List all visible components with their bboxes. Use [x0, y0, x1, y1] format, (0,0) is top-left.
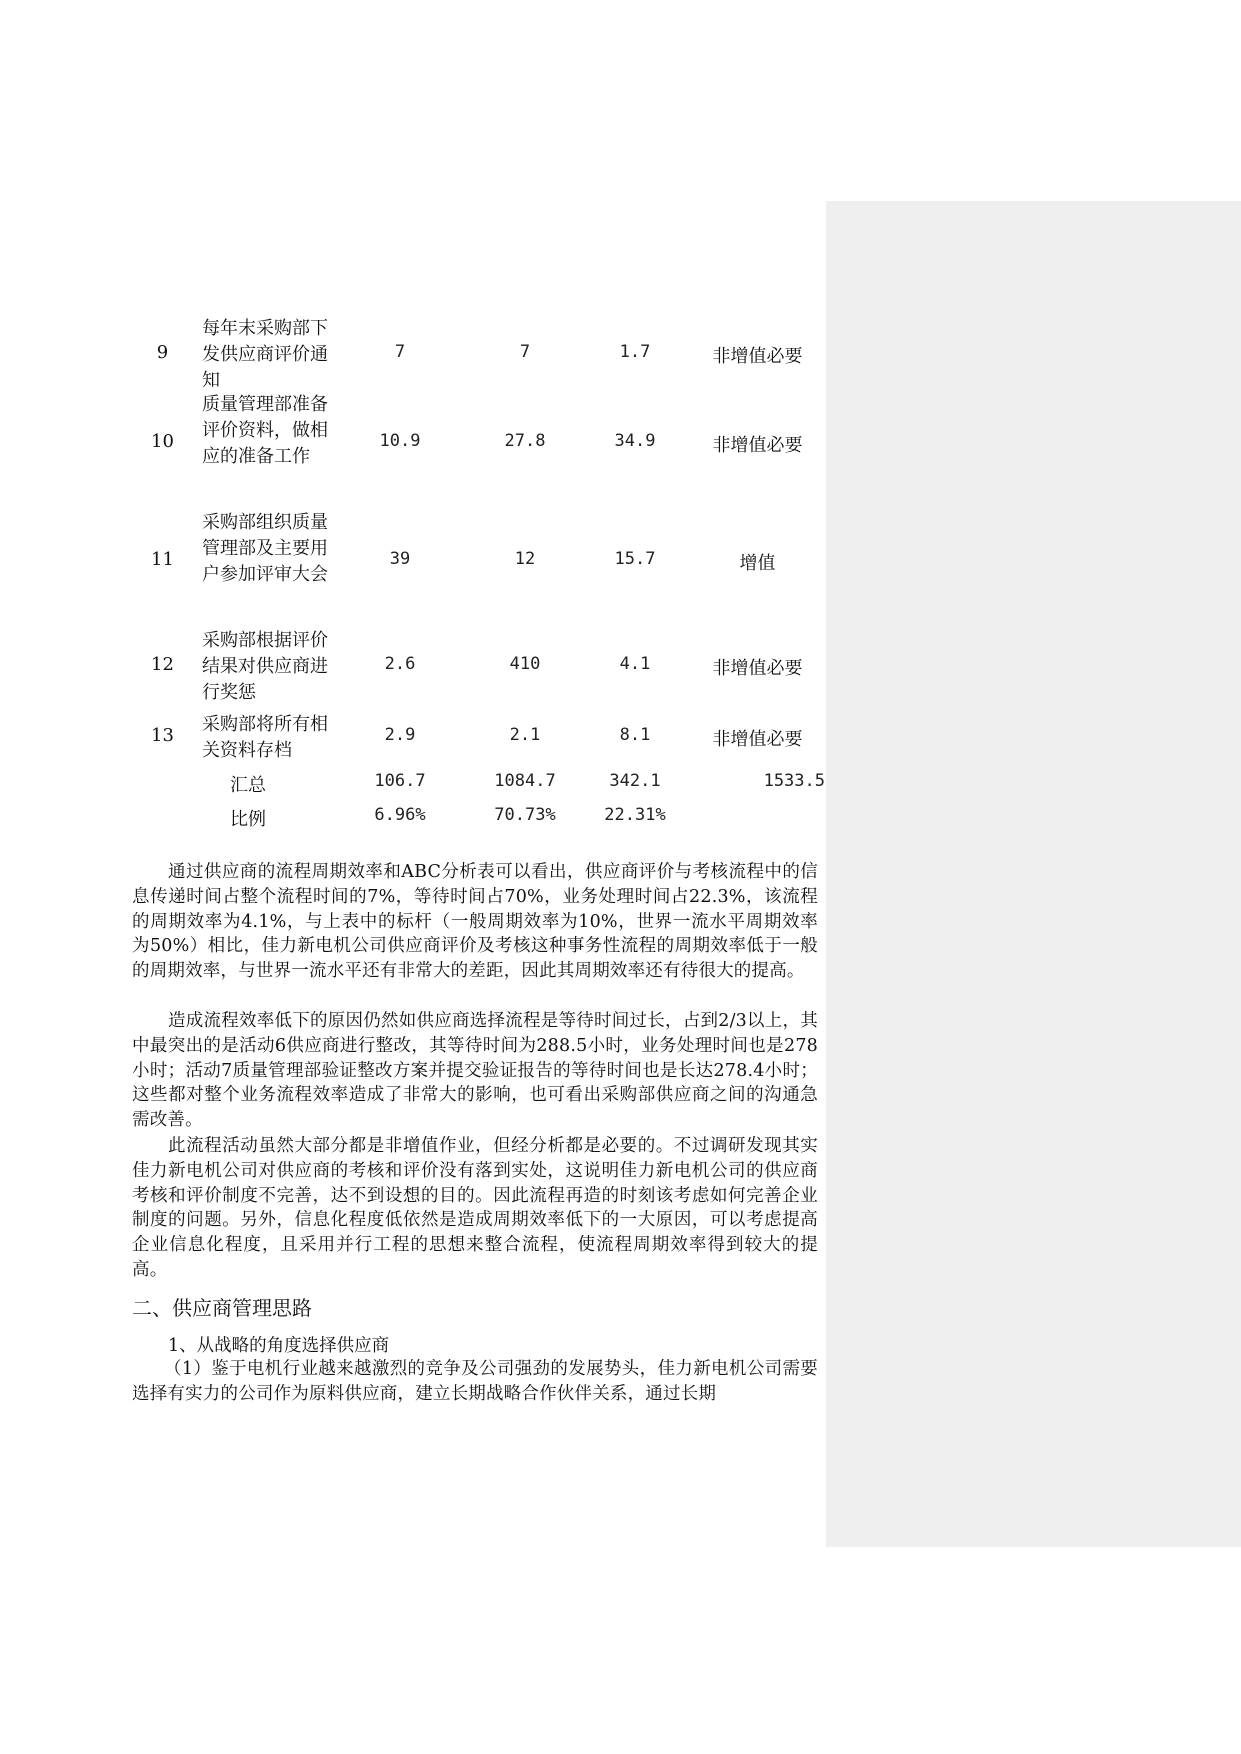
transfer-time-cell: 2.9 — [384, 725, 416, 745]
body-paragraph: 此流程活动虽然大部分都是非增值作业，但经分析都是必要的。不过调研发现其实佳力新电机公司对供应商的考核和评价没有落到实处，这说明佳力新电机公司的供应商考核和评价制度不完善，达不到设想的目的。因此流程再造的时刻该考虑如何完善企业制度的问题。另外，信息化程度低依然是造成周期效率低下的一大原因，可以考虑提高企业信息化程度，且采用并行工程的思想来整合流程，使流程周期效率得到较大的提高。 — [132, 1136, 818, 1280]
section-heading: 二、供应商管理思路 — [132, 1296, 312, 1320]
row-number: 10 — [151, 431, 174, 452]
summary-wait-time: 1084.7 — [494, 771, 556, 791]
ratio-label: 比例 — [230, 809, 266, 830]
row-number: 12 — [151, 654, 174, 675]
summary-transfer-time: 106.7 — [374, 771, 426, 791]
subheading: 1、从战略的角度选择供应商 — [168, 1336, 390, 1356]
activity-cell: 采购部根据评价结果对供应商进行奖惩 — [202, 630, 328, 703]
wait-time-cell: 410 — [509, 654, 541, 674]
value-type-cell: 非增值必要 — [712, 729, 803, 750]
activity-cell: 质量管理部准备评价资料，做相应的准备工作 — [202, 394, 328, 467]
ratio-transfer: 6.96% — [374, 805, 426, 825]
body-paragraph: 造成流程效率低下的原因仍然如供应商选择流程是等待时间过长，占到2/3以上，其中最突出的是活动6供应商进行整改，其等待时间为288.5小时，业务处理时间也是278小时；活动7质量管理部验证整改方案并提交验证报告的等待时间也是长达278.4小时；这些都对整个业务流程效率造成了非常大的影响，也可看出采购部供应商之间的沟通急需改善。 — [132, 1011, 818, 1131]
summary-process-time: 342.1 — [609, 771, 661, 791]
wait-time-cell: 27.8 — [504, 431, 546, 451]
transfer-time-cell: 2.6 — [384, 654, 416, 674]
body-paragraph: 通过供应商的流程周期效率和ABC分析表可以看出，供应商评价与考核流程中的信息传递时间占整个流程时间的7%，等待时间占70%，业务处理时间占22.3%，该流程的周期效率为4.1%，与上表中的标杆（一般周期效率为10%，世界一流水平周期效率为50%）相比，佳力新电机公司供应商评价及考核这种事务性流程的周期效率低于一般的周期效率，与世界一流水平还有非常大的差距，因此其周期效率还有待很大的提高。 — [132, 862, 818, 982]
ratio-wait: 70.73% — [494, 805, 556, 825]
wait-time-cell: 2.1 — [509, 725, 541, 745]
summary-label: 汇总 — [230, 775, 266, 796]
body-paragraph: （1）鉴于电机行业越来越激烈的竞争及公司强劲的发展势头，佳力新电机公司需要选择有实力的公司作为原料供应商，建立长期战略合作伙伴关系，通过长期 — [132, 1359, 818, 1404]
value-type-cell: 增值 — [739, 553, 776, 574]
transfer-time-cell: 7 — [394, 342, 406, 362]
value-type-cell: 非增值必要 — [712, 346, 803, 367]
process-time-cell: 15.7 — [614, 549, 656, 569]
process-time-cell: 8.1 — [619, 725, 651, 745]
summary-total: 1533.5 — [763, 771, 825, 791]
comment-margin-pane — [826, 201, 1241, 1547]
activity-cell: 采购部将所有相关资料存档 — [202, 714, 328, 761]
value-type-cell: 非增值必要 — [712, 658, 803, 679]
transfer-time-cell: 10.9 — [379, 431, 421, 451]
process-time-cell: 1.7 — [619, 342, 651, 362]
row-number: 9 — [156, 342, 169, 363]
row-number: 13 — [151, 725, 174, 746]
transfer-time-cell: 39 — [389, 549, 411, 569]
process-time-cell: 4.1 — [619, 654, 651, 674]
activity-cell: 采购部组织质量管理部及主要用户参加评审大会 — [202, 512, 328, 585]
row-number: 11 — [151, 549, 174, 570]
value-type-cell: 非增值必要 — [712, 435, 803, 456]
wait-time-cell: 12 — [514, 549, 536, 569]
ratio-process: 22.31% — [604, 805, 666, 825]
wait-time-cell: 7 — [519, 342, 531, 362]
activity-cell: 每年末采购部下发供应商评价通知 — [202, 318, 328, 391]
process-time-cell: 34.9 — [614, 431, 656, 451]
